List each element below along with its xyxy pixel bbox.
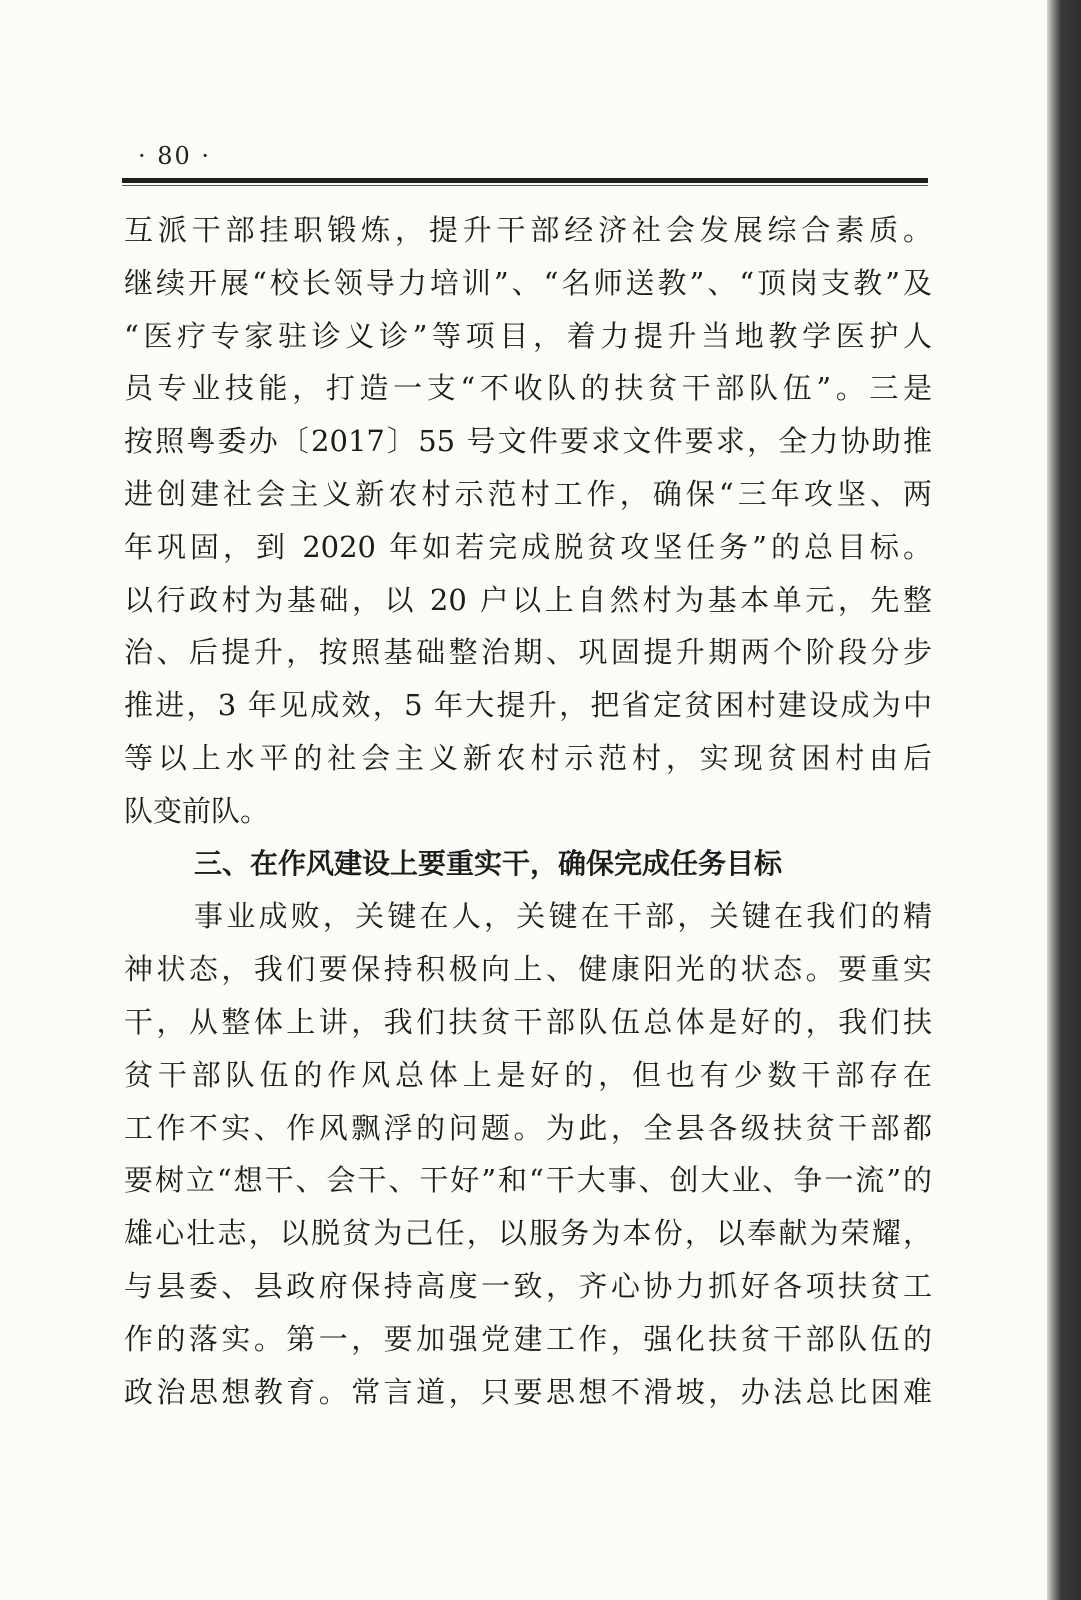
- text-line: 进创建社会主义新农村示范村工作，确保“三年攻坚、两: [124, 476, 932, 511]
- header-rule: [122, 178, 928, 183]
- text-line: 与县委、县政府保持高度一致，齐心协力抓好各项扶贫工: [124, 1268, 932, 1303]
- text-line: “医疗专家驻诊义诊”等项目，着力提升当地教学医护人: [124, 318, 932, 353]
- text-line: 雄心壮志，以脱贫为己任，以服务为本份，以奉献为荣耀，: [124, 1216, 932, 1251]
- text-line: 神状态，我们要保持积极向上、健康阳光的状态。要重实: [124, 952, 932, 987]
- page-number: · 80 ·: [138, 142, 212, 170]
- text-line: 政治思想教育。常言道，只要思想不滑坡，办法总比困难: [124, 1374, 932, 1409]
- text-line: 继续开展“校长领导力培训”、“名师送教”、“顶岗支教”及: [124, 265, 932, 300]
- text-line: 等以上水平的社会主义新农村示范村，实现贫困村由后: [124, 740, 932, 775]
- text-line: 按照粤委办〔2017〕55 号文件要求文件要求，全力协助推: [124, 424, 932, 459]
- header-rule-thin: [122, 185, 928, 186]
- text-line: 互派干部挂职锻炼，提升干部经济社会发展综合素质。: [124, 213, 932, 247]
- scan-edge-shadow: [1047, 0, 1081, 1600]
- text-line: 员专业技能，打造一支“不收队的扶贫干部队伍”。三是: [124, 371, 932, 406]
- text-line: 要树立“想干、会干、干好”和“干大事、创大业、争一流”的: [124, 1163, 932, 1198]
- text-line: 队变前队。: [124, 793, 270, 828]
- text-line: 年巩固，到 2020 年如若完成脱贫攻坚任务”的总目标。: [124, 529, 932, 564]
- text-line: 干，从整体上讲，我们扶贫干部队伍总体是好的，我们扶: [124, 1004, 932, 1039]
- text-line: 以行政村为基础，以 20 户以上自然村为基本单元，先整: [124, 582, 932, 617]
- body-text: [124, 204, 932, 1418]
- text-line: 贫干部队伍的作风总体上是好的，但也有少数干部存在: [124, 1057, 932, 1092]
- text-line: 作的落实。第一，要加强党建工作，强化扶贫干部队伍的: [124, 1321, 932, 1356]
- text-line: 工作不实、作风飘浮的问题。为此，全县各级扶贫干部都: [124, 1110, 932, 1145]
- section-heading: 三、在作风建设上要重实干，确保完成任务目标: [194, 846, 783, 880]
- text-line: 治、后提升，按照基础整治期、巩固提升期两个阶段分步: [124, 635, 932, 670]
- text-line: 事业成败，关键在人，关键在干部，关键在我们的精: [194, 899, 932, 934]
- text-line: 推进，3 年见成效，5 年大提升，把省定贫困村建设成为中: [124, 688, 932, 723]
